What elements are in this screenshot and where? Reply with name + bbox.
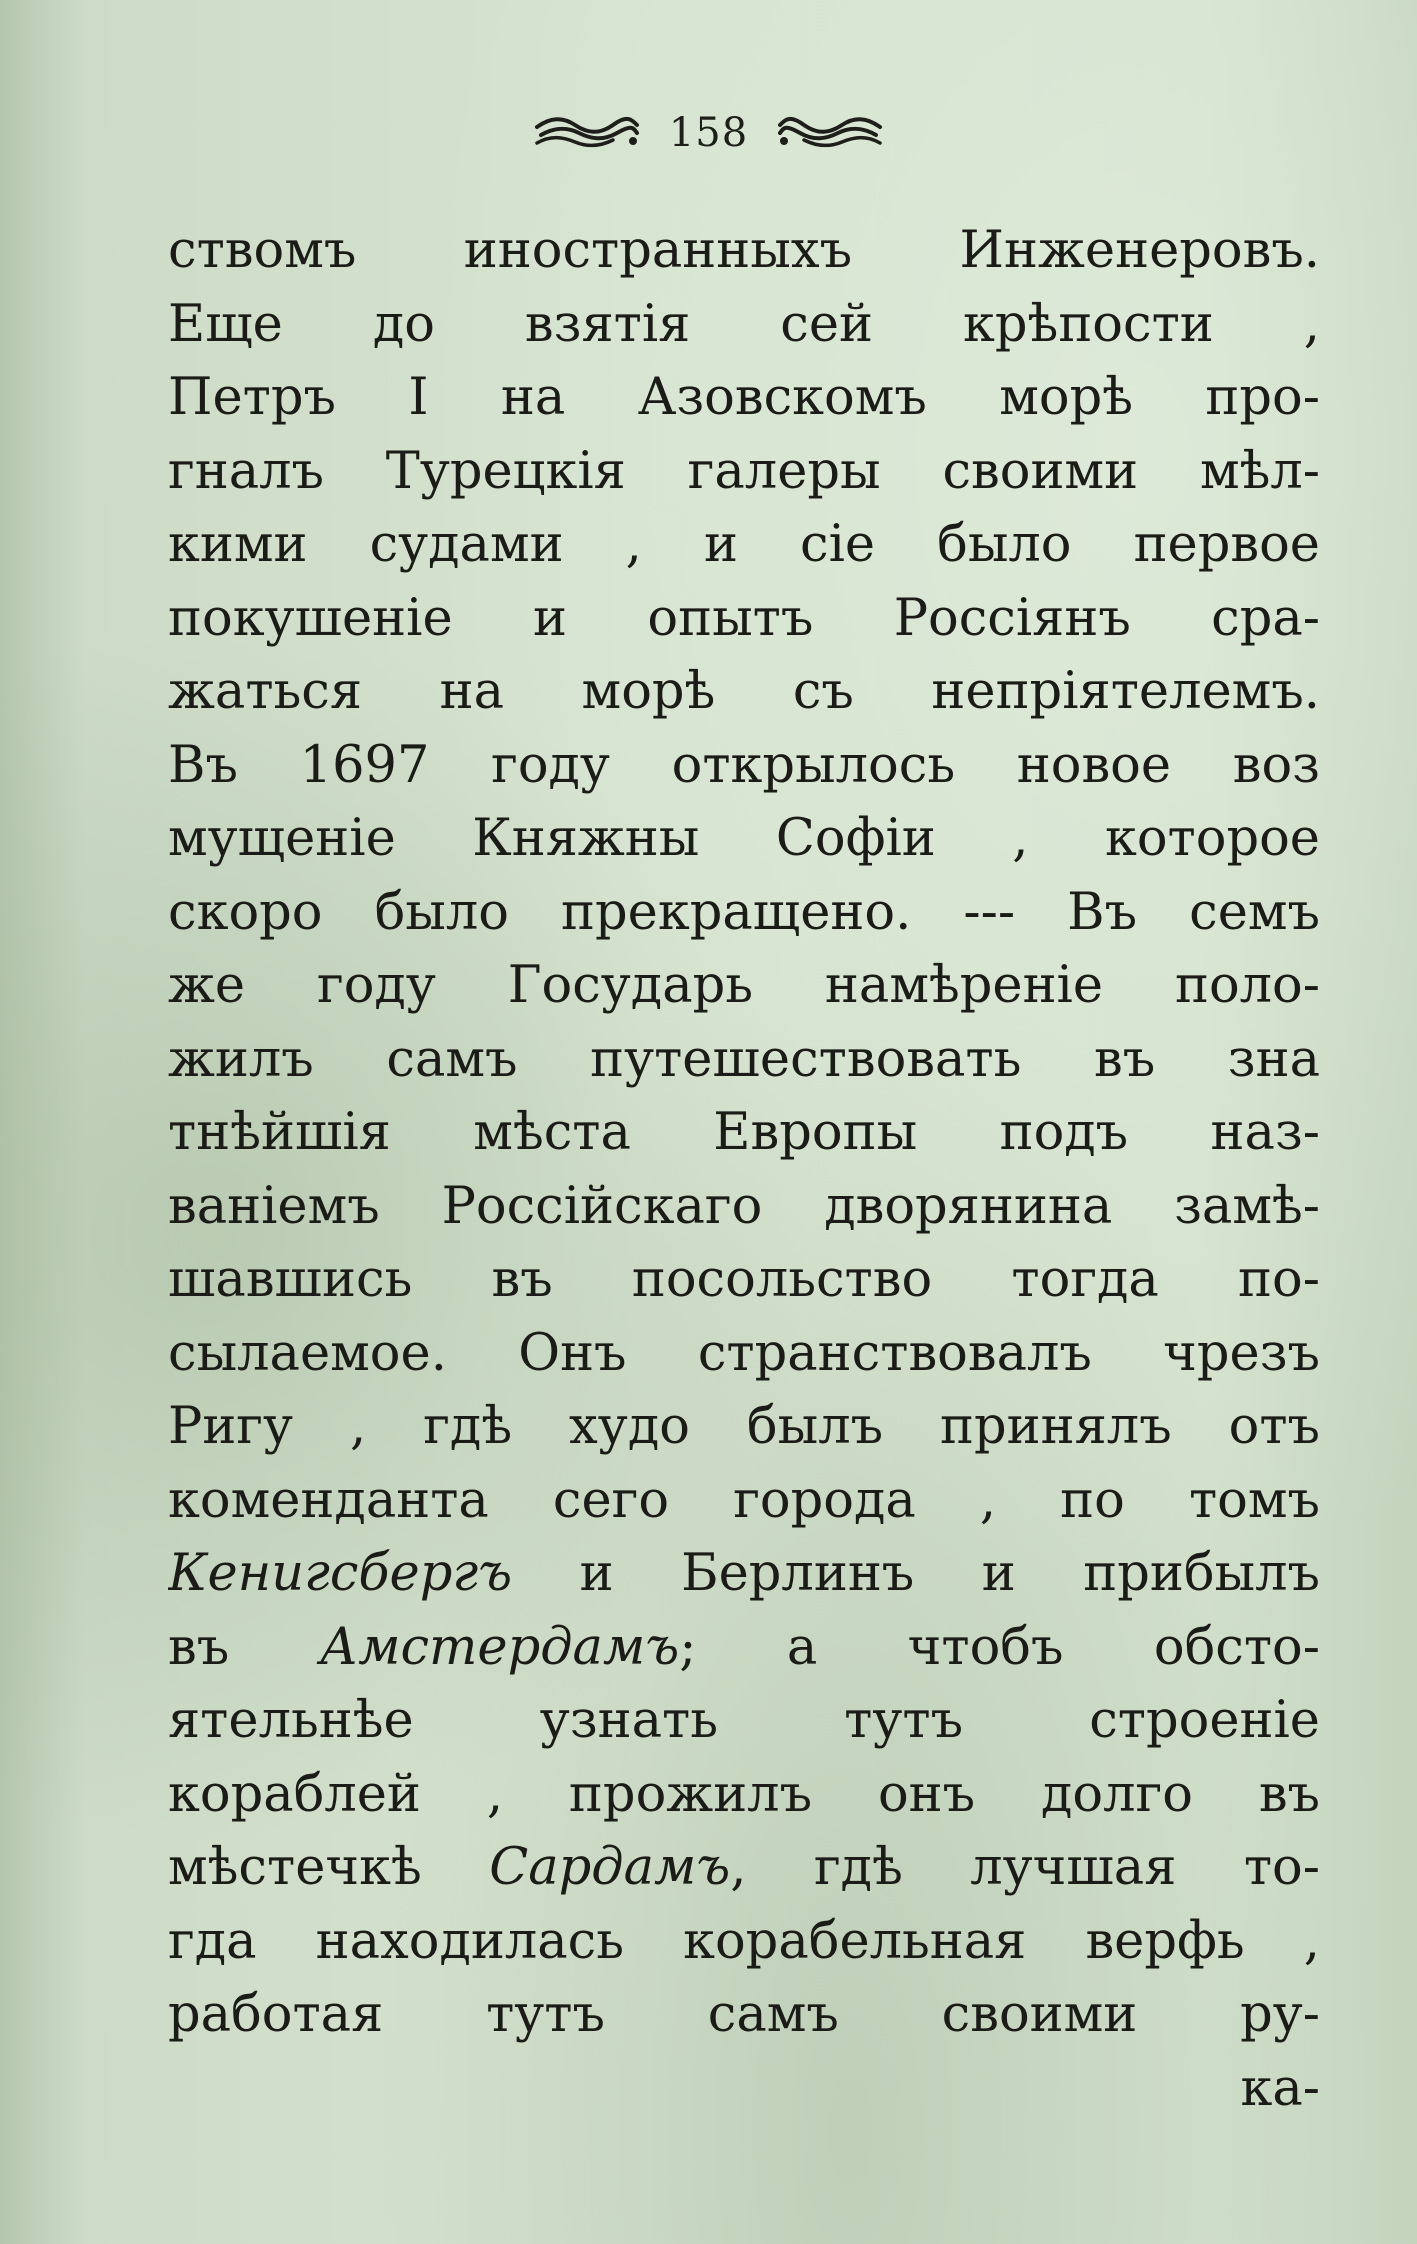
text-line: гналъ Турецкія галеры своими мѣл- bbox=[168, 441, 1320, 501]
line-text: въ bbox=[168, 1617, 320, 1677]
italic-place-name: Кенигсбергъ bbox=[168, 1544, 513, 1603]
text-line: Еще до взятія сей крѣпости , bbox=[168, 294, 1320, 354]
text-line-mixed bbox=[168, 1831, 1320, 1905]
line-text: мѣстечкѣ bbox=[168, 1838, 490, 1897]
line-text: и Берлинъ и прибылъ bbox=[512, 1544, 1320, 1603]
page-number: 158 bbox=[668, 110, 749, 156]
text-line: Въ 1697 году открылось новое воз bbox=[168, 735, 1320, 795]
text-line: ваніемъ Россійскаго дворянина замѣ- bbox=[168, 1176, 1320, 1236]
text-line: жилъ самъ путешествовать въ зна bbox=[168, 1029, 1320, 1089]
text-line: же году Государь намѣреніе поло- bbox=[168, 956, 1320, 1015]
text-line: шавшись въ посольство тогда по- bbox=[168, 1250, 1320, 1309]
body-text bbox=[168, 214, 1320, 2125]
text-line: кораблей , прожилъ онъ долго въ bbox=[168, 1764, 1320, 1824]
text-line: Ригу , гдѣ худо былъ принялъ отъ bbox=[168, 1397, 1320, 1456]
text-line: мущеніе Княжны Софіи , которое bbox=[168, 809, 1320, 868]
text-line: ствомъ иностранныхъ Инженеровъ. bbox=[168, 221, 1320, 280]
text-line: кими судами , и сіе было первое bbox=[168, 515, 1320, 574]
text-line-mixed bbox=[168, 1537, 1320, 1611]
text-line: тнѣйшія мѣста Европы подъ наз- bbox=[168, 1103, 1320, 1162]
text-line: покушеніе и опытъ Россіянъ сра- bbox=[168, 588, 1320, 648]
page-header bbox=[0, 98, 1417, 168]
line-text: ; а чтобъ обсто- bbox=[679, 1617, 1320, 1677]
text-line: скоро было прекращено. --- Въ семъ bbox=[168, 882, 1320, 942]
italic-place-name: Сардамъ bbox=[489, 1838, 731, 1897]
text-line: Петръ I на Азовскомъ морѣ про- bbox=[168, 368, 1320, 427]
text-line: сылаемое. Онъ странствовалъ чрезъ bbox=[168, 1323, 1320, 1383]
left-ornament-icon bbox=[533, 113, 641, 153]
text-line: гда находилась корабельная верфь , bbox=[168, 1911, 1320, 1971]
text-line-mixed bbox=[168, 1611, 1320, 1685]
text-line: жаться на морѣ съ непріятелемъ. bbox=[168, 662, 1320, 721]
line-text: , гдѣ лучшая то- bbox=[730, 1838, 1320, 1897]
right-ornament-icon bbox=[776, 113, 884, 153]
catchword: ка- bbox=[1240, 2058, 1320, 2118]
text-line: ятельнѣе узнать тутъ строеніе bbox=[168, 1691, 1320, 1750]
italic-place-name: Амстердамъ bbox=[319, 1617, 680, 1677]
text-line: коменданта сего города , по томъ bbox=[168, 1470, 1320, 1530]
text-line: работая тутъ самъ своими ру- bbox=[168, 1985, 1320, 2044]
